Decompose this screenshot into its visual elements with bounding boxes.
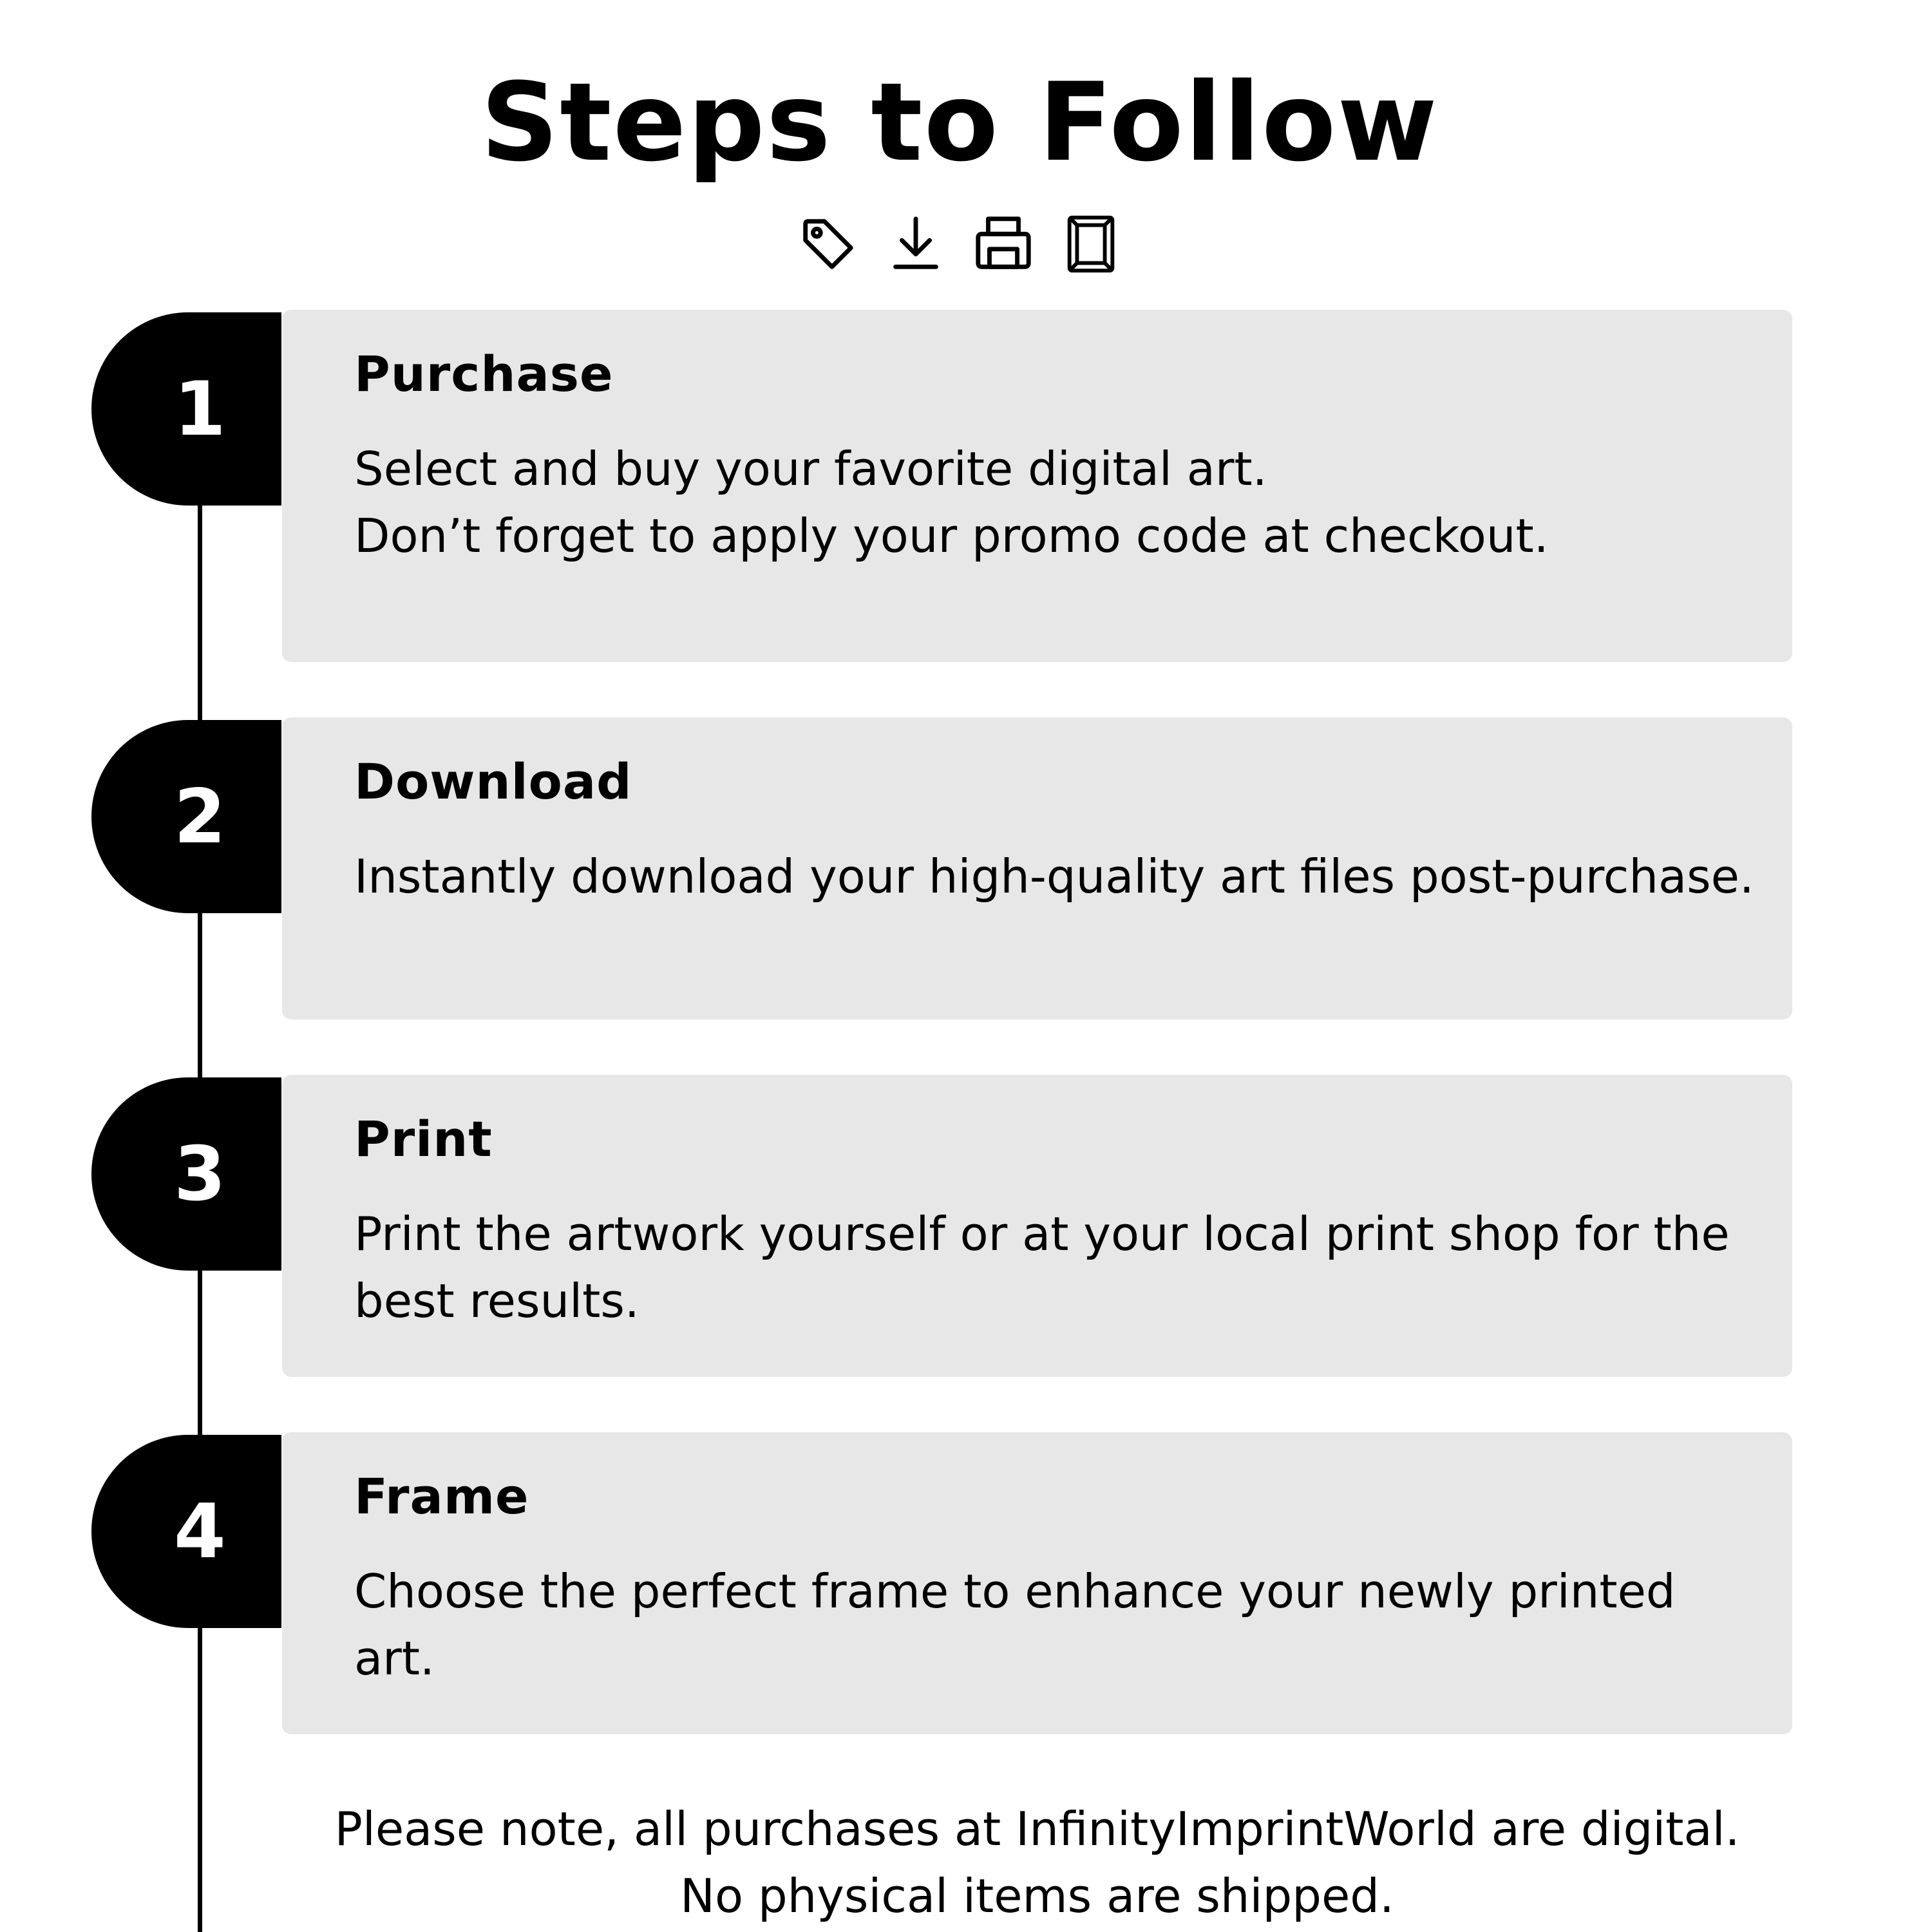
- step-2-description: [354, 843, 1754, 910]
- step-3-badge: 3: [91, 1077, 281, 1271]
- tag-icon: [797, 213, 860, 276]
- step-2-badge: 2: [91, 720, 281, 913]
- icon-row: [0, 213, 1919, 277]
- step-4-badge: 4: [91, 1435, 281, 1628]
- step-2-title: Download: [354, 753, 632, 810]
- frame-icon: [1059, 213, 1122, 276]
- disclaimer-note: [282, 1795, 1792, 1929]
- disclaimer-line-1: Please note, all purchases at InfinityImprintWorld are digital.: [334, 1802, 1740, 1856]
- step-1-description: [354, 435, 1754, 569]
- step-2-line-1: Instantly download your high-quality art files post-purchase.: [354, 849, 1754, 904]
- step-1-line-1: Select and buy your favorite digital art.: [354, 442, 1267, 496]
- step-4-line-2: art.: [354, 1631, 435, 1685]
- step-3-line-1: Print the artwork yourself or at your local print shop for the: [354, 1207, 1730, 1261]
- step-4-line-1: Choose the perfect frame to enhance your newly printed: [354, 1564, 1676, 1618]
- printer-icon: [972, 213, 1035, 276]
- step-1-badge: 1: [91, 312, 281, 506]
- step-4-description: [354, 1558, 1754, 1692]
- step-1-card: [282, 310, 1792, 662]
- step-4-title: Frame: [354, 1468, 529, 1525]
- page-title: Steps to Follow: [480, 59, 1439, 185]
- step-3-card: [282, 1075, 1792, 1377]
- disclaimer-line-2: No physical items are shipped.: [680, 1869, 1394, 1923]
- step-3-line-2: best results.: [354, 1274, 639, 1328]
- step-3-title: Print: [354, 1110, 493, 1168]
- step-3-description: [354, 1200, 1754, 1334]
- step-1-title: Purchase: [354, 345, 614, 402]
- step-1-line-2: Don’t forget to apply your promo code at checkout.: [354, 509, 1549, 563]
- step-2-card: [282, 717, 1792, 1019]
- step-4-card: [282, 1432, 1792, 1734]
- download-icon: [884, 213, 947, 276]
